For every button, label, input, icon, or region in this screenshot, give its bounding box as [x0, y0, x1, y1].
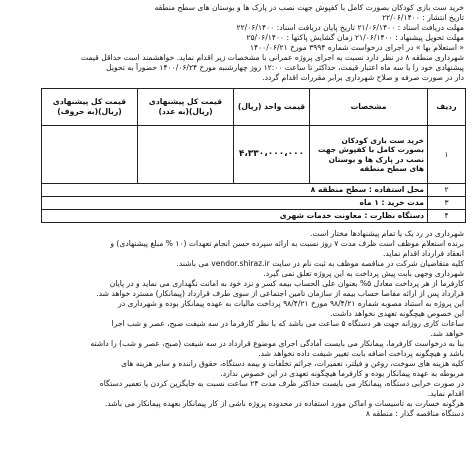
condition-line: کلیه هزینه های سوخت، روغن و فیلتر، تعمیرات، جرائم تخلفات و بیمه دستگاه، حقوق راننده و سایر هزینه های [121, 359, 464, 369]
condition-line: باشد و هیچگونه پرداخت اضافه بابت تغییر شیفت داده نخواهد شد. [258, 349, 464, 359]
unit-price: ۴،۳۳۰،۰۰۰،۰۰۰ [234, 126, 310, 184]
col-row-header: ردیف [428, 89, 466, 126]
header-line: خرید ست بازی کودکان بصورت کامل با کفپوش جهت نصب در پارک ها و بوستان های سطح منطقه [154, 3, 464, 12]
row-number: ۲ [428, 184, 466, 197]
condition-line: بنا به درخواست کارفرما، پیمانکار می بایست آمادگی اجرای موضوع قرارداد در سه شیفت (صبح، عصر و شب) را داشته [90, 339, 464, 349]
condition-line: این خصوص هیچگونه تعهدی نخواهد داشت. [330, 309, 464, 319]
notice-page [6, 0, 466, 419]
header-line: شهرداری منطقه ۸ در نظر دارد نسبت به اجرای پروژه عمرانی با مشخصات زیر اقدام نماید. خواهشمند است حداقل قیمت [81, 53, 464, 63]
table-row [42, 126, 466, 184]
total-price-cell[interactable] [138, 126, 234, 184]
condition-line: این پروژه به استناد مصوبه شماره ۹۸/۴/۲۱ مورخ ۹۸/۴/۲۱ پرداخت مالیات به عهده پیمانکار بوده و شهرداری در [118, 299, 464, 309]
header-line: تاریخ انتشار : ۲۲/۰۶/۱۴۰۰ [382, 13, 464, 23]
price-table [41, 88, 466, 223]
col-spec-header: مشخصات [310, 89, 428, 126]
row-number: ۱ [428, 126, 466, 184]
table-header-row [42, 89, 466, 126]
row-number: ۳ [428, 197, 466, 210]
condition-line: دستگاه مناقصه گذار : منطقه ۸ [365, 409, 464, 419]
condition-line: هرگونه خسارت به تاسیسات و اماکن مورد استفاده در محدوده پروژه ناشی از کار پیمانکار بعهده پیمانکار می باشد. [104, 399, 464, 409]
supervising-agency: دستگاه نظارت : معاونت خدمات شهری [42, 210, 428, 223]
condition-line: شهرداری وجهی بابت پیش پرداخت به این پروژه تعلق نمی گیرد. [263, 269, 464, 279]
header-line: دار در صورت صرفه و صلاح شهرداری برابر مقررات اقدام گردد. [262, 73, 464, 83]
header-line: پیشنهادی خود را با سه ماه اعتبار قیمت، حداکثر تا ساعت ۱۲:۰۰ روز چهارشنبه مورخ ۱۴۰۰/۰۶/۲۴ حضوراً به تحویل [106, 63, 464, 73]
condition-line: در صورت خرابی دستگاه، پیمانکار می بایست حداکثر ظرف مدت ۲۴ ساعت نسبت به جایگزین کردن یا تعمیر دستگاه [99, 379, 464, 389]
row-number: ۴ [428, 210, 466, 223]
notice-header [6, 3, 466, 83]
purchase-duration: مدت خرید : ۱ ماه [42, 197, 428, 210]
col-total-price-header: قیمت کل پیشنهادی (ریال)(به عدد) [138, 89, 234, 126]
meta-row [42, 197, 466, 210]
condition-line: ساعات کاری روزانه جهت هر دستگاه ۵ ساعت می باشد که با نظر کارفرما در سه شیفت صبح، عصر و شب اجرا [111, 319, 464, 329]
condition-line: کلیه متقاضیان شرکت در مناقصه موظف به ثبت نام در سایت vendor.shiraz.ir می باشند. [176, 259, 464, 269]
conditions-text [6, 229, 466, 419]
usage-location: محل استفاده : سطح منطقه ۸ [42, 184, 428, 197]
condition-line: برنده استعلام موظف است ظرف مدت ۷ روز نسبت به ارائه سپرده حسن انجام تعهدات (۱۰ % مبلغ پیشنهادی) و [110, 239, 464, 249]
meta-row [42, 210, 466, 223]
header-line: مهلت تحویل پیشنهاد : ۲۱/۰۶/۱۴۰۰ زمان گشایش پاکتها : ۲۵/۰۶/۱۴۰۰ [246, 33, 464, 43]
condition-line: اقدام نماید. [427, 389, 464, 399]
meta-row [42, 184, 466, 197]
col-total-words-header: قیمت کل پیشنهادی (ریال)(به حروف) [42, 89, 138, 126]
condition-line: مربوطه به عهده پیمانکار بوده و کارفرما هیچگونه تعهدی در این خصوص ندارد. [220, 369, 464, 379]
condition-line: انعقاد قرارداد اقدام نماید. [382, 249, 464, 259]
condition-line: قرارداد پس از ارائه مفاصا حساب بیمه از سازمان تامین اجتماعی از سوی طرف قرارداد (پیمانکار) مسترد خواهد شد. [96, 289, 464, 299]
header-line: « استعلام بها » در اجرای درخواست شماره ۳۹۹۴ مورخ ۱۴۰۰/۰۶/۲۱ [249, 43, 464, 53]
condition-line: شهرداری در رد یک یا تمام پیشنهادها مختار است. [310, 229, 464, 239]
total-words-cell[interactable] [42, 126, 138, 184]
header-line: مهلت دریافت اسناد : ۲۱/۰۶/۱۴۰۰ تاریخ پایان دریافت اسناد: ۲۲/۰۶/۱۴۰۰ [236, 23, 464, 33]
condition-line: خواهد شد. [430, 329, 464, 339]
col-unit-price-header: قیمت واحد (ریال) [234, 89, 310, 126]
item-description: خرید ست بازی کودکان بصورت کامل با کفپوش جهت نصب در پارک ها و بوستان های سطح منطقه [310, 126, 428, 184]
condition-line: کارفرما از هر پرداخت معادل ۵% بعنوان علی الحساب بیمه کسر و نزد خود به امانت نگهداری می نماید و در پایان [109, 279, 464, 289]
